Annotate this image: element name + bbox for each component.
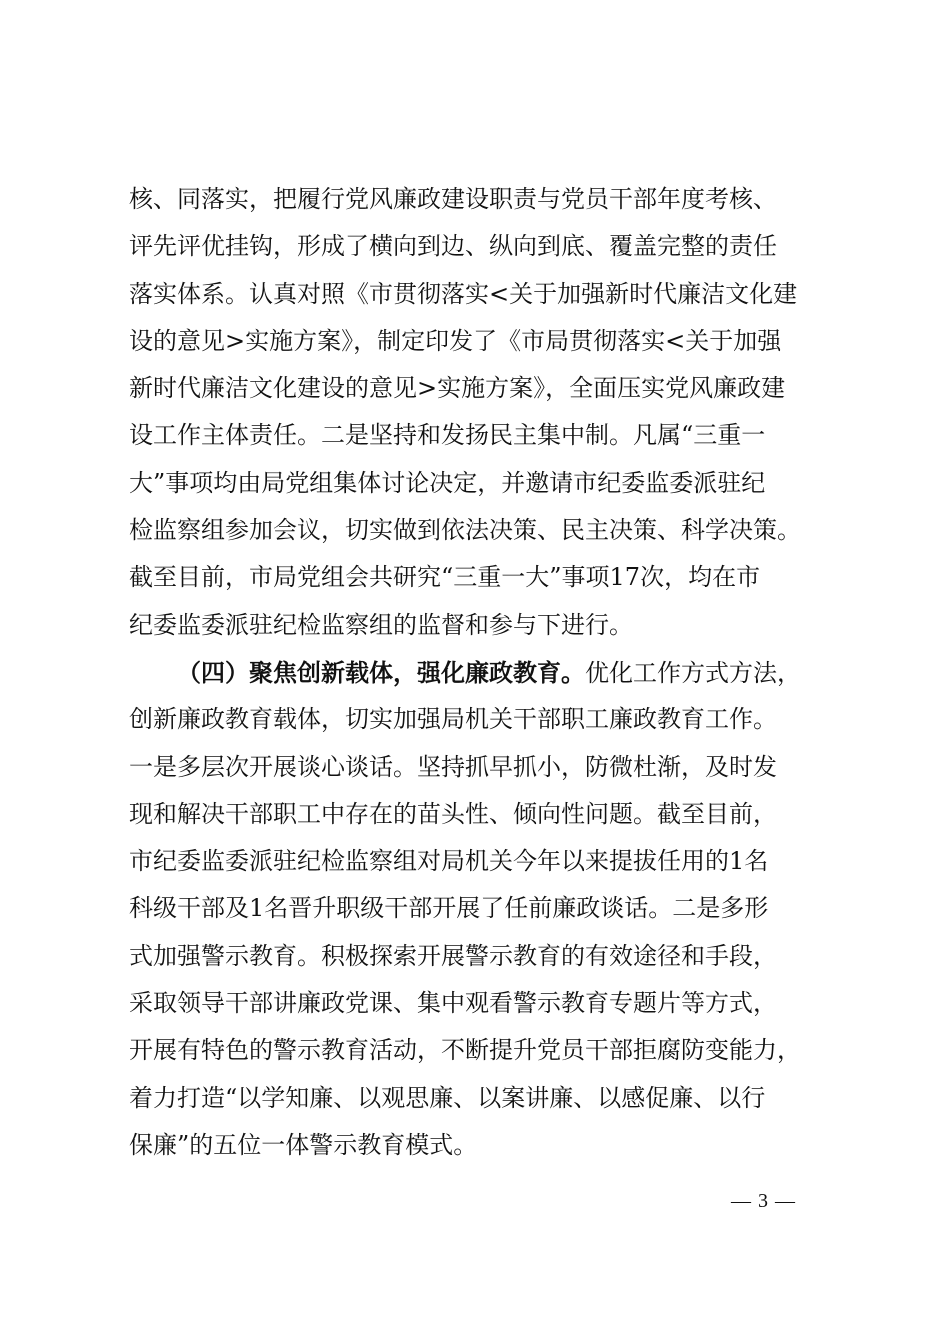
body-text [129,176,829,1169]
text-line: 纪委监委派驻纪检监察组的监督和参与下进行。 [129,610,633,639]
section-4-first-line-text: 优化工作方式方法， [585,658,801,687]
text-line: 检监察组参加会议，切实做到依法决策、民主决策、科学决策。 [129,516,801,545]
text-line: 创新廉政教育载体，切实加强局机关干部职工廉政教育工作。 [129,705,777,734]
text-line: 现和解决干部职工中存在的苗头性、倾向性问题。截至目前， [129,799,777,828]
page-number: — 3 — [731,1190,796,1212]
text-line: 大”事项均由局党组集体讨论决定，并邀请市纪委监委派驻纪 [129,468,766,497]
text-line: 科级干部及1名晋升职级干部开展了任前廉政谈话。二是多形 [129,894,769,923]
text-line: 一是多层次开展谈心谈话。坚持抓早抓小，防微杜渐，及时发 [129,752,777,781]
text-line: 截至目前，市局党组会共研究“三重一大”事项17次，均在市 [129,563,761,592]
text-line: 核、同落实，把履行党风廉政建设职责与党员干部年度考核、 [129,185,777,213]
text-line: 设工作主体责任。二是坚持和发扬民主集中制。凡属“三重一 [129,421,766,450]
text-line: 市纪委监委派驻纪检监察组对局机关今年以来提拔任用的1名 [129,847,769,876]
text-line: 设的意见>实施方案》，制定印发了《市局贯彻落实<关于加强 [129,326,782,355]
text-line: 着力打造“以学知廉、以观思廉、以案讲廉、以感促廉、以行 [129,1083,766,1112]
text-line: 评先评优挂钩，形成了横向到边、纵向到底、覆盖完整的责任 [129,232,777,261]
section-heading: （四）聚焦创新载体，强化廉政教育。 [177,657,585,687]
section-4-first-line [129,649,829,696]
text-line: 式加强警示教育。积极探索开展警示教育的有效途径和手段， [129,941,777,970]
text-line: 保廉”的五位一体警示教育模式。 [129,1130,478,1159]
text-line: 采取领导干部讲廉政党课、集中观看警示教育专题片等方式， [129,989,777,1018]
text-line: 新时代廉洁文化建设的意见>实施方案》，全面压实党风廉政建 [129,374,786,403]
text-line: 开展有特色的警示教育活动，不断提升党员干部拒腐防变能力， [129,1036,801,1065]
text-line: 落实体系。认真对照《市贯彻落实<关于加强新时代廉洁文化建 [129,279,798,308]
